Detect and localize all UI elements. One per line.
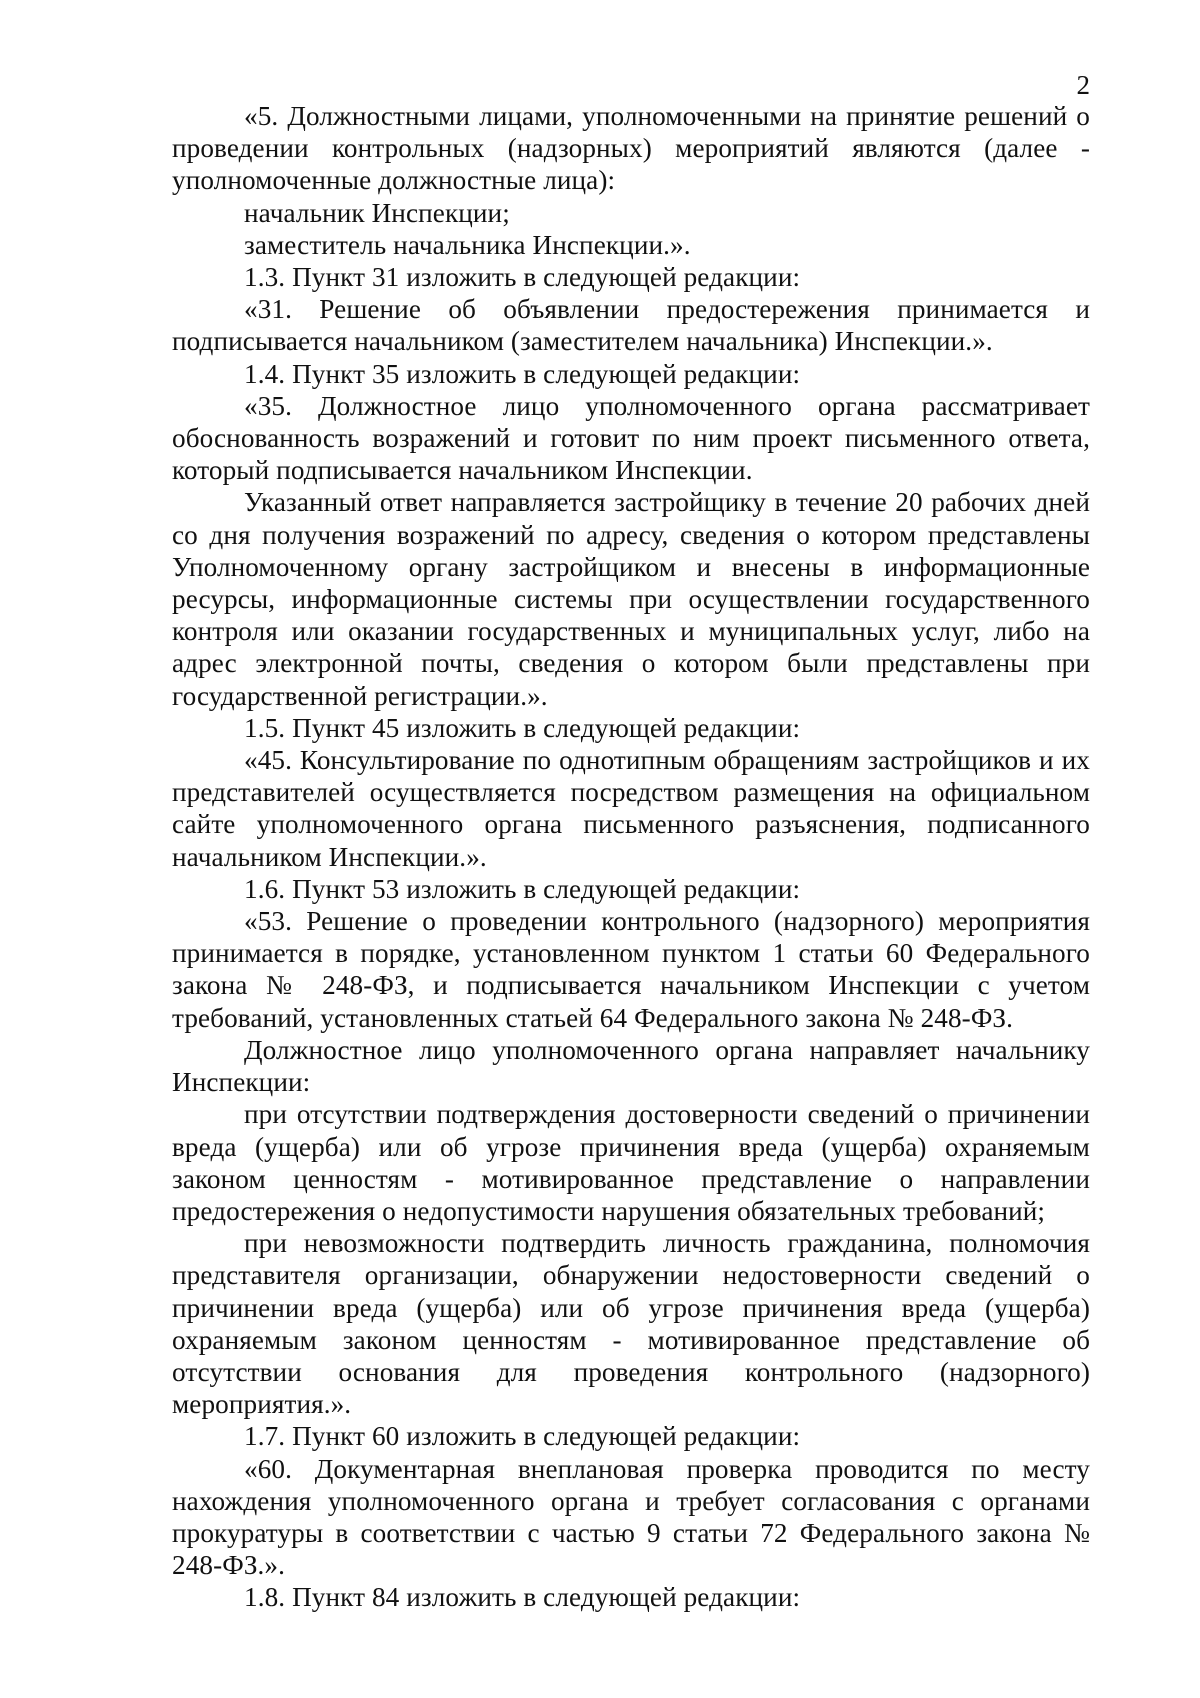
paragraph: Указанный ответ направляется застройщику в течение 20 рабочих дней со дня получения возражений по адресу, сведения о котором представлены Уполномоченному органу застройщиком и внесены в информационные ресурсы, информационные системы при осуществлении государственного контроля или оказании государственных и муниципальных услуг, либо на адрес электронной почты, сведения о котором были представлены при государственной регистрации.». — [172, 487, 1090, 711]
page-number: 2 — [1076, 70, 1090, 100]
paragraph: 1.4. Пункт 35 изложить в следующей редакции: — [244, 358, 801, 389]
paragraph: 1.5. Пункт 45 изложить в следующей редакции: — [244, 712, 801, 743]
paragraph: «5. Должностными лицами, уполномоченными на принятие решений о проведении контрольных (надзорных) мероприятий являются (далее - уполномоченные должностные лица): — [172, 101, 1090, 196]
paragraph: «53. Решение о проведении контрольного (надзорного) мероприятия принимается в порядке, установленном пунктом 1 статьи 60 Федерального закона № 248-ФЗ, и подписывается начальником Инспекции с учетом требований, установленных статьей 64 Федерального закона № 248-ФЗ. — [172, 906, 1090, 1033]
paragraph: «31. Решение об объявлении предостережения принимается и подписывается начальником (заместителем начальника) Инспекции.». — [172, 294, 1090, 357]
paragraph: 1.3. Пункт 31 изложить в следующей редакции: — [244, 262, 801, 293]
paragraph: при невозможности подтвердить личность гражданина, полномочия представителя организации, обнаружении недостоверности сведений о причинении вреда (ущерба) или об угрозе причинения вреда (ущерба) охраняемым законом ценностям - мотивированное представление об отсутствии основания для проведения контрольного (надзорного) мероприятия.». — [172, 1228, 1090, 1420]
paragraph: «45. Консультирование по однотипным обращениям застройщиков и их представителей осуществляется посредством размещения на официальном сайте уполномоченного органа письменного разъяснения, подписанного начальником Инспекции.». — [172, 745, 1090, 872]
paragraph: Должностное лицо уполномоченного органа направляет начальнику Инспекции: — [172, 1034, 1090, 1098]
paragraph: 1.6. Пункт 53 изложить в следующей редакции: — [244, 873, 801, 904]
paragraph: «35. Должностное лицо уполномоченного органа рассматривает обоснованность возражений и готовит по ним проект письменного ответа, который подписывается начальником Инспекции. — [172, 390, 1090, 486]
paragraph: 1.8. Пункт 84 изложить в следующей редакции: — [244, 1582, 801, 1613]
paragraph: заместитель начальника Инспекции.». — [244, 229, 691, 260]
paragraph: начальник Инспекции; — [244, 197, 510, 228]
paragraph: «60. Документарная внеплановая проверка проводится по месту нахождения уполномоченного органа и требует согласования с органами прокуратуры в соответствии с частью 9 статьи 72 Федерального закона № 248-ФЗ.». — [172, 1453, 1090, 1581]
paragraph: 1.7. Пункт 60 изложить в следующей редакции: — [244, 1421, 801, 1452]
paragraph: при отсутствии подтверждения достоверности сведений о причинении вреда (ущерба) или об угрозе причинения вреда (ущерба) охраняемым законом ценностям - мотивированное представление о направлении предостережения о недопустимости нарушения обязательных требований; — [172, 1099, 1090, 1226]
